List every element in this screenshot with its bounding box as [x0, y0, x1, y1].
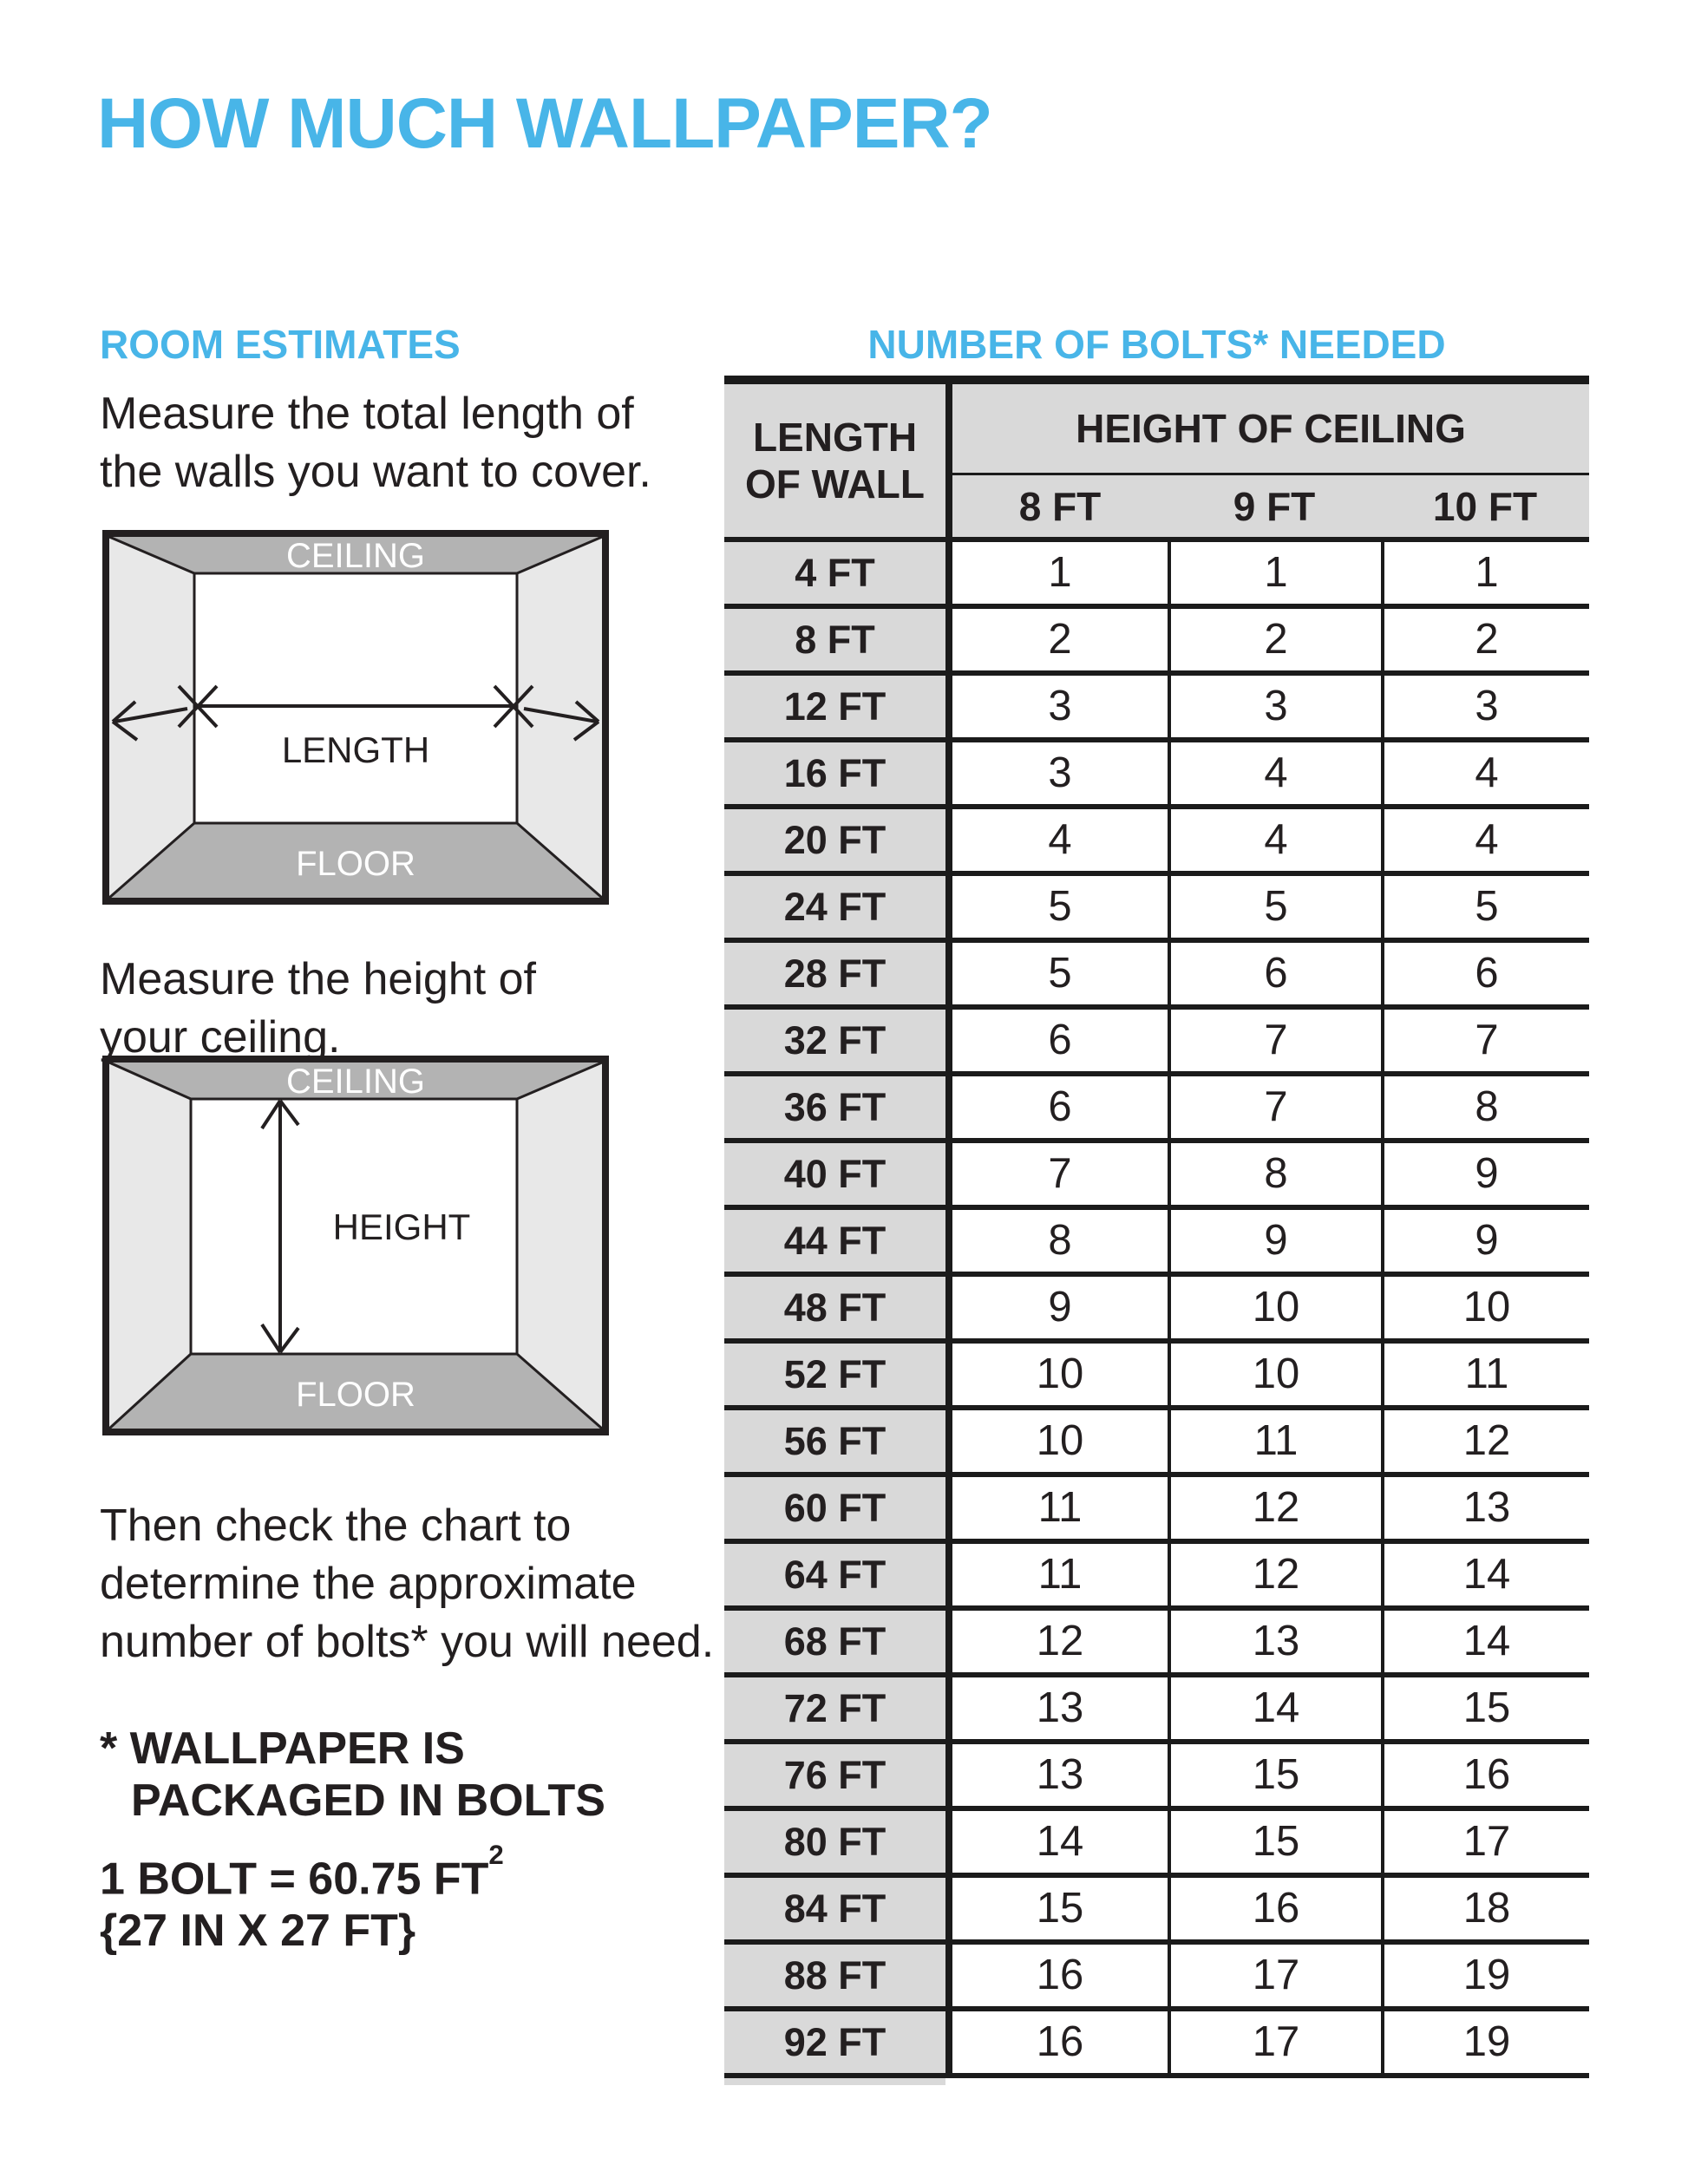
cell-value: 19	[1381, 2011, 1589, 2073]
cell-value: 5	[1168, 876, 1381, 938]
cell-value: 4	[1381, 809, 1589, 871]
cell-value: 4	[1381, 742, 1589, 804]
table-row	[724, 809, 1589, 876]
row-cells	[945, 1344, 1589, 1405]
cell-value: 18	[1381, 1878, 1589, 1939]
cell-value: 11	[1168, 1410, 1381, 1472]
row-cells	[945, 809, 1589, 871]
table-row	[724, 1744, 1589, 1811]
row-label: 40 FT	[724, 1143, 945, 1205]
cell-value: 14	[1168, 1677, 1381, 1739]
cell-value: 15	[1036, 1885, 1084, 1932]
cell-value: 10	[1168, 1344, 1381, 1405]
cell-value: 10	[1036, 1350, 1084, 1397]
row-cells	[945, 1410, 1589, 1472]
cell-value: 12	[1036, 1618, 1084, 1664]
cell-value: 17	[1381, 1811, 1589, 1873]
cell-value: 3	[1048, 683, 1072, 729]
cell-value: 13	[1036, 1684, 1084, 1731]
table-row	[724, 1477, 1589, 1544]
row-cells	[945, 1945, 1589, 2006]
cell-value: 7	[1381, 1010, 1589, 1071]
cell-value: 9	[1048, 1284, 1072, 1331]
row-label: 28 FT	[724, 943, 945, 1004]
cell-value: 7	[1168, 1076, 1381, 1138]
cell-value: 15	[1168, 1744, 1381, 1806]
table-row	[724, 1811, 1589, 1878]
cell-value: 5	[1381, 876, 1589, 938]
cell-value: 4	[1168, 742, 1381, 804]
row-cells	[945, 1477, 1589, 1539]
table-row	[724, 1210, 1589, 1277]
table-body	[724, 542, 1589, 2078]
cell-value: 3	[1381, 676, 1589, 737]
table-bottom-tab	[724, 2078, 945, 2085]
cell-value: 14	[1381, 1611, 1589, 1672]
column-header-10-ft: 10 FT	[1432, 483, 1538, 529]
cell-value: 13	[1168, 1611, 1381, 1672]
table-row	[724, 542, 1589, 609]
cell-value: 16	[1381, 1744, 1589, 1806]
row-cells	[945, 1744, 1589, 1806]
row-cells	[945, 1010, 1589, 1071]
cell-value: 2	[1381, 609, 1589, 670]
table-row	[724, 609, 1589, 676]
cell-value: 6	[1048, 1017, 1072, 1063]
row-cells	[945, 609, 1589, 670]
row-label: 64 FT	[724, 1544, 945, 1605]
table-row	[724, 1878, 1589, 1945]
cell-value: 14	[1381, 1544, 1589, 1605]
room-estimates-heading: ROOM ESTIMATES	[100, 322, 461, 367]
row-label: 4 FT	[724, 542, 945, 604]
column-header-9-ft: 9 FT	[1233, 483, 1316, 529]
table-subheader-row	[952, 475, 1589, 537]
row-label: 88 FT	[724, 1945, 945, 2006]
height-label: HEIGHT	[332, 1206, 471, 1247]
cell-value: 13	[1381, 1477, 1589, 1539]
cell-value: 3	[1168, 676, 1381, 737]
cell-value: 7	[1048, 1150, 1072, 1197]
row-label: 56 FT	[724, 1410, 945, 1472]
cell-value: 16	[1036, 1952, 1084, 1998]
table-row	[724, 876, 1589, 943]
cell-value: 15	[1168, 1811, 1381, 1873]
bolt-size-line	[100, 1840, 504, 1905]
row-label: 44 FT	[724, 1210, 945, 1272]
cell-value: 1	[1048, 549, 1072, 596]
bolts-table	[724, 376, 1589, 2085]
cell-value: 11	[1037, 1551, 1083, 1598]
row-label: 12 FT	[724, 676, 945, 737]
room-length-diagram	[102, 530, 609, 905]
measure-height-paragraph	[100, 951, 536, 1067]
row-group-header	[724, 384, 945, 537]
cell-value: 11	[1037, 1484, 1083, 1531]
cell-value: 1	[1168, 542, 1381, 604]
cell-value: 9	[1168, 1210, 1381, 1272]
table-row	[724, 1410, 1589, 1477]
floor-label: FLOOR	[296, 845, 415, 883]
paragraph-line: Measure the total length of	[100, 389, 634, 439]
paragraph-line: determine the approximate	[100, 1559, 637, 1609]
cell-value: 12	[1168, 1477, 1381, 1539]
footnote-line: PACKAGED IN BOLTS	[131, 1775, 605, 1826]
cell-value: 15	[1381, 1677, 1589, 1739]
cell-value: 6	[1381, 943, 1589, 1004]
row-label: 84 FT	[724, 1878, 945, 1939]
footnote-line: * WALLPAPER IS	[100, 1723, 465, 1774]
cell-value: 16	[1168, 1878, 1381, 1939]
row-cells	[945, 1878, 1589, 1939]
table-top-border	[724, 376, 1589, 384]
bolt-size-text: 1 BOLT = 60.75 FT	[100, 1854, 489, 1905]
bolt-size-line: {27 IN X 27 FT}	[100, 1906, 416, 1957]
row-cells	[945, 676, 1589, 737]
cell-value: 17	[1168, 2011, 1381, 2073]
page-title: HOW MUCH WALLPAPER?	[97, 84, 992, 163]
paragraph-line: the walls you want to cover.	[100, 447, 651, 497]
row-cells	[945, 943, 1589, 1004]
row-label: 72 FT	[724, 1677, 945, 1739]
row-cells	[945, 2011, 1589, 2073]
table-row	[724, 1277, 1589, 1344]
cell-value: 8	[1168, 1143, 1381, 1205]
column-group-header: HEIGHT OF CEILING	[1076, 406, 1466, 451]
back-wall	[194, 573, 517, 823]
paragraph-line: Then check the chart to	[100, 1501, 572, 1551]
row-label: 80 FT	[724, 1811, 945, 1873]
row-label: 24 FT	[724, 876, 945, 938]
row-label: 52 FT	[724, 1344, 945, 1405]
ceiling-label: CEILING	[285, 537, 426, 575]
row-cells	[945, 542, 1589, 604]
row-group-header-line: OF WALL	[745, 461, 925, 507]
row-cells	[945, 1143, 1589, 1205]
cell-value: 3	[1048, 749, 1072, 796]
paragraph-line: Measure the height of	[100, 954, 536, 1004]
cell-value: 7	[1168, 1010, 1381, 1071]
row-cells	[945, 1076, 1589, 1138]
room-height-diagram	[102, 1056, 609, 1435]
bolt-size-info	[100, 1840, 504, 1957]
cell-value: 8	[1381, 1076, 1589, 1138]
table-row	[724, 1611, 1589, 1677]
cell-value: 13	[1036, 1751, 1084, 1798]
row-cells	[945, 876, 1589, 938]
cell-value: 6	[1168, 943, 1381, 1004]
row-label: 68 FT	[724, 1611, 945, 1672]
row-cells	[945, 1277, 1589, 1338]
cell-value: 5	[1048, 883, 1072, 930]
cell-value: 11	[1381, 1344, 1589, 1405]
wallpaper-bolts-footnote	[100, 1723, 605, 1827]
table-row	[724, 1344, 1589, 1410]
row-label: 16 FT	[724, 742, 945, 804]
cell-value: 19	[1381, 1945, 1589, 2006]
row-cells	[945, 1677, 1589, 1739]
column-group	[945, 384, 1589, 537]
bolt-size-superscript: 2	[488, 1840, 504, 1871]
row-label: 92 FT	[724, 2011, 945, 2073]
check-chart-paragraph	[100, 1497, 714, 1671]
cell-value: 8	[1048, 1217, 1072, 1264]
cell-value: 9	[1381, 1143, 1589, 1205]
measure-length-paragraph	[100, 385, 651, 501]
cell-value: 10	[1036, 1417, 1084, 1464]
table-row	[724, 676, 1589, 742]
cell-value: 2	[1048, 616, 1072, 663]
table-row	[724, 742, 1589, 809]
cell-value: 12	[1168, 1544, 1381, 1605]
bolts-needed-heading: NUMBER OF BOLTS* NEEDED	[867, 322, 1446, 367]
table-header	[724, 384, 1589, 542]
row-cells	[945, 1811, 1589, 1873]
row-group-header-line: LENGTH	[752, 415, 918, 460]
row-label: 32 FT	[724, 1010, 945, 1071]
cell-value: 2	[1168, 609, 1381, 670]
cell-value: 4	[1168, 809, 1381, 871]
cell-value: 9	[1381, 1210, 1589, 1272]
cell-value: 1	[1381, 542, 1589, 604]
table-row	[724, 1076, 1589, 1143]
length-label: LENGTH	[281, 729, 430, 770]
column-header-8-ft: 8 FT	[1018, 483, 1102, 529]
table-row	[724, 1143, 1589, 1210]
table-row	[724, 2011, 1589, 2078]
row-label: 36 FT	[724, 1076, 945, 1138]
cell-value: 10	[1168, 1277, 1381, 1338]
row-label: 8 FT	[724, 609, 945, 670]
cell-value: 6	[1048, 1083, 1072, 1130]
row-cells	[945, 1210, 1589, 1272]
cell-value: 17	[1168, 1945, 1381, 2006]
floor-label: FLOOR	[296, 1376, 415, 1414]
table-row	[724, 1677, 1589, 1744]
ceiling-label: CEILING	[285, 1063, 426, 1101]
cell-value: 14	[1036, 1818, 1084, 1865]
paragraph-line: number of bolts* you will need.	[100, 1617, 715, 1667]
table-row	[724, 1010, 1589, 1076]
table-row	[724, 1945, 1589, 2011]
row-label: 20 FT	[724, 809, 945, 871]
cell-value: 16	[1036, 2018, 1084, 2065]
table-row	[724, 1544, 1589, 1611]
cell-value: 10	[1381, 1277, 1589, 1338]
row-label: 76 FT	[724, 1744, 945, 1806]
row-label: 48 FT	[724, 1277, 945, 1338]
cell-value: 5	[1048, 950, 1072, 997]
cell-value: 12	[1381, 1410, 1589, 1472]
row-cells	[945, 742, 1589, 804]
cell-value: 4	[1048, 816, 1072, 863]
row-cells	[945, 1611, 1589, 1672]
paragraph-line: your ceiling.	[100, 1012, 341, 1063]
row-cells	[945, 1544, 1589, 1605]
row-label: 60 FT	[724, 1477, 945, 1539]
table-row	[724, 943, 1589, 1010]
